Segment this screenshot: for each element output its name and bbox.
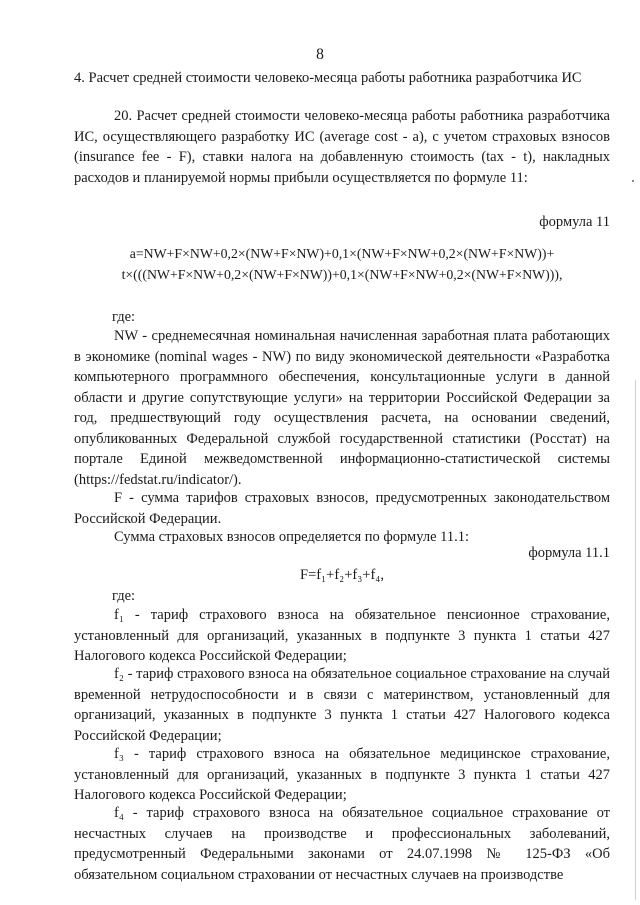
definition-nw bbox=[74, 326, 610, 490]
definition-f2 bbox=[74, 664, 610, 746]
formula-11-1: F=f₁+f₂+f₃+f₄, bbox=[300, 567, 384, 583]
definition-f4-text: f₄ - тариф страхового взноса на обязательное социальное страхование от несчастных случаев на производстве и профессиональных заболеваний, предусмотренный Федеральными законами от 24.07.1998 № 125-ФЗ «Об обязательном социальном страховании от несчастных случаев на производстве bbox=[74, 805, 610, 883]
scan-speck bbox=[632, 180, 634, 182]
page-number: 8 bbox=[316, 46, 324, 63]
definition-nw-text: NW - среднемесячная номинальная начисленная заработная плата работающих в экономике (nominal wages - NW) по виду экономической деятельности «Разработка компьютерного программного обеспечения, консультационные услуги в данной области и другие сопутствующие услуги» на территории Российской Федерации за год, предшествующий году осуществления расчета, на основании сведений, опубликованных Федеральной службой государственной статистики (Росстат) на портале Единой межведомственной информационно-статистической системы (https://fedstat.ru/indicator/). bbox=[74, 328, 610, 488]
formula-11-line-1: a=NW+F×NW+0,2×(NW+F×NW)+0,1×(NW+F×NW+0,2×(NW+F×NW))+ bbox=[129, 246, 555, 261]
paragraph-20-text: 20. Расчет средней стоимости человеко-месяца работы работника разработчика ИС, осуществляющего разработку ИС (average cost - a), с учетом страховых взносов (insurance fee - F), ставки налога на добавленную стоимость (tax - t), накладных расходов и планируемой нормы прибыли осуществляется по формуле 11: bbox=[74, 108, 610, 186]
sum-intro-text: Сумма страховых взносов определяется по формуле 11.1: bbox=[114, 529, 469, 545]
formula-11-label: формула 11 bbox=[539, 214, 610, 230]
definition-f-text: F - сумма тарифов страховых взносов, предусмотренных законодательством Российской Федерации. bbox=[74, 490, 610, 527]
paragraph-20 bbox=[74, 106, 610, 188]
definition-f3 bbox=[74, 744, 610, 806]
where-label-2: где: bbox=[112, 588, 136, 604]
definition-f3-text: f₃ - тариф страхового взноса на обязательное медицинское страхование, установленный для организаций, указанных в подпункте 3 пункта 1 статьи 427 Налогового кодекса Российской Федерации; bbox=[74, 746, 610, 803]
scan-edge-line bbox=[635, 380, 636, 900]
section-heading: 4. Расчет средней стоимости человеко-месяца работы работника разработчика ИС bbox=[74, 70, 582, 86]
definition-f1 bbox=[74, 605, 610, 667]
where-label-1: где: bbox=[112, 309, 136, 325]
definition-f4 bbox=[74, 803, 610, 885]
formula-11-line-2: t×(((NW+F×NW+0,2×(NW+F×NW))+0,1×(NW+F×NW+0,2×(NW+F×NW))), bbox=[121, 266, 563, 282]
definition-f2-text: f₂ - тариф страхового взноса на обязательное социальное страхование на случай временной нетрудоспособности и в связи с материнством, установленный для организаций, указанных в подпункте 3 пункта 1 статьи 427 Налогового кодекса Российской Федерации; bbox=[74, 666, 610, 744]
formula-11-1-label: формула 11.1 bbox=[528, 545, 610, 561]
definition-f1-text: f₁ - тариф страхового взноса на обязательное пенсионное страхование, установленный для организаций, указанных в подпункте 3 пункта 1 статьи 427 Налогового кодекса Российской Федерации; bbox=[74, 607, 610, 664]
definition-f bbox=[74, 488, 610, 529]
formula-11 bbox=[74, 244, 610, 285]
